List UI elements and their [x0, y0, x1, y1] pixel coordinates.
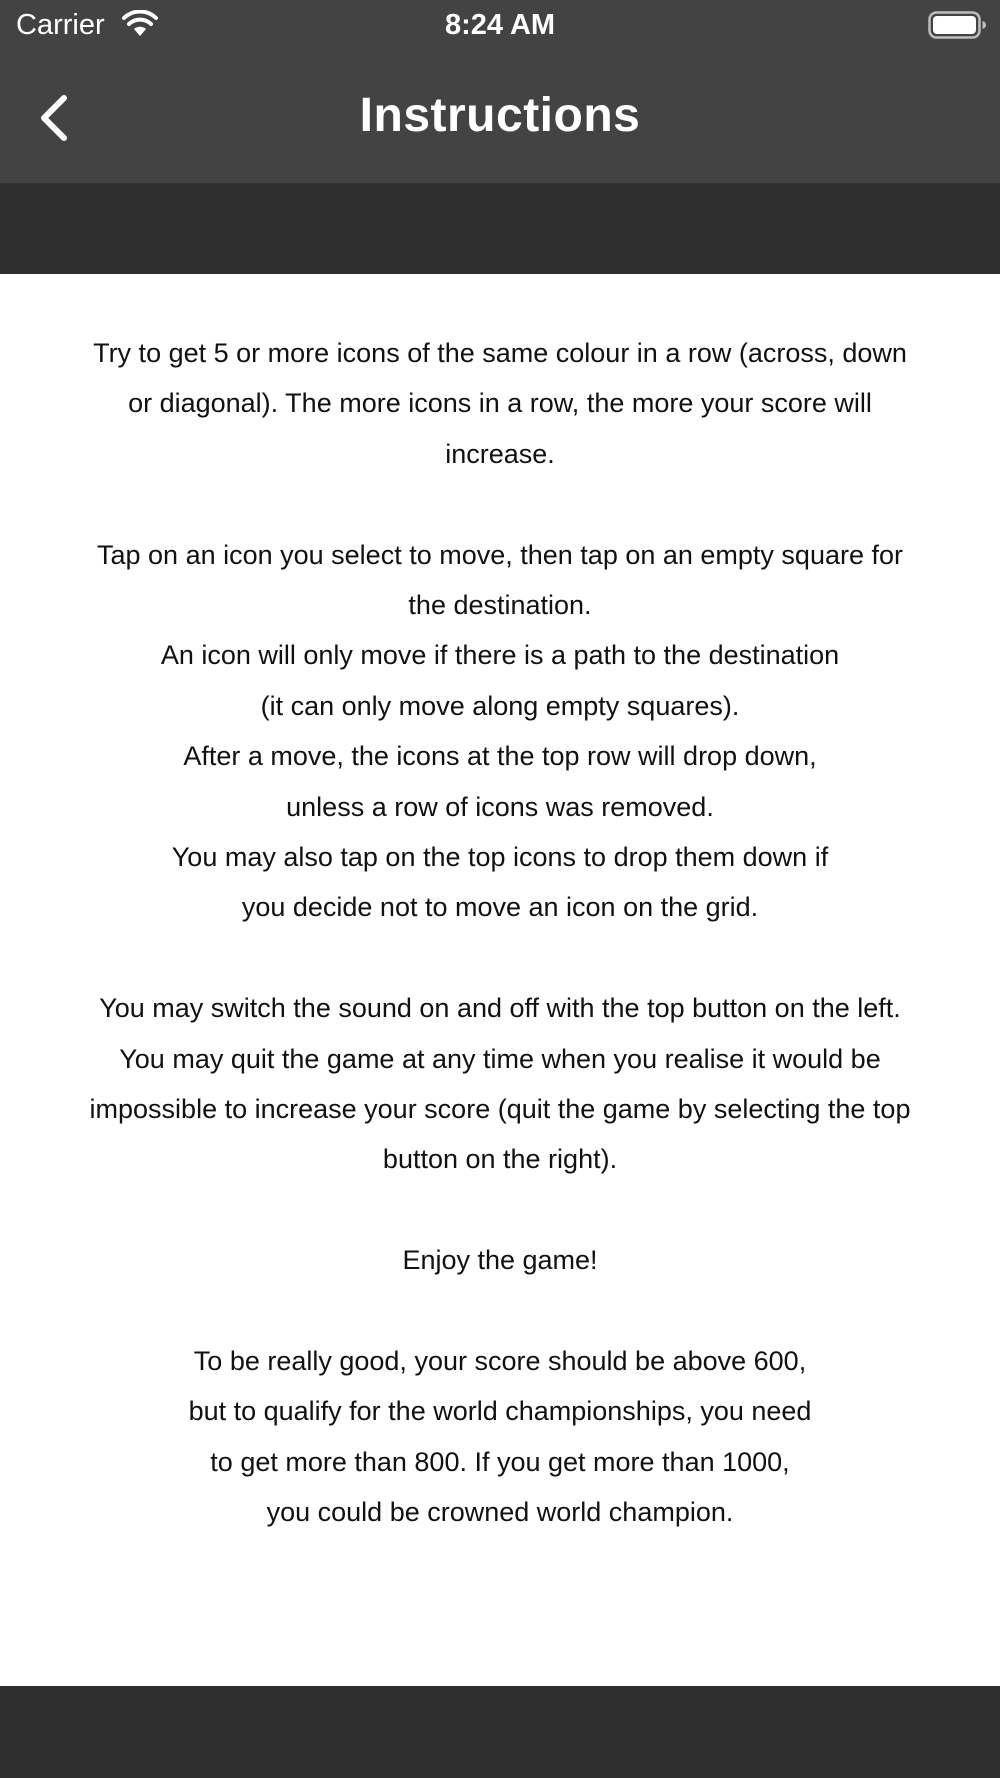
- instructions-paragraph: [30, 1336, 970, 1538]
- top-banner: [0, 183, 1000, 274]
- instruction-line: You may quit the game at any time when you realise it would be: [119, 1043, 881, 1074]
- instruction-line: increase.: [445, 438, 555, 469]
- instructions-paragraph: [30, 328, 970, 479]
- instruction-line: unless a row of icons was removed.: [286, 791, 714, 822]
- paragraph-gap: [30, 1286, 970, 1336]
- instruction-line: the destination.: [408, 590, 592, 621]
- carrier-label: Carrier: [16, 9, 105, 41]
- instruction-line: You may also tap on the top icons to drop them down if: [171, 842, 829, 873]
- instructions-text: [30, 328, 970, 1538]
- paragraph-gap: [30, 933, 970, 983]
- clock-time: 8:24 AM: [444, 9, 556, 41]
- instruction-line: but to qualify for the world championships, you need: [188, 1396, 812, 1427]
- page-title: Instructions: [359, 89, 641, 142]
- instructions-paragraph: [30, 983, 970, 1185]
- instruction-line: You may switch the sound on and off with the top button on the left.: [99, 993, 901, 1024]
- instruction-line: or diagonal). The more icons in a row, the more your score will: [128, 388, 872, 419]
- instruction-line: Enjoy the game!: [402, 1245, 598, 1276]
- instruction-line: An icon will only move if there is a path to the destination: [160, 640, 840, 671]
- instruction-line: you decide not to move an icon on the grid.: [241, 892, 759, 923]
- instruction-line: After a move, the icons at the top row will drop down,: [183, 741, 817, 772]
- instruction-line: button on the right).: [382, 1144, 618, 1175]
- instruction-line: Try to get 5 or more icons of the same colour in a row (across, down: [93, 338, 907, 368]
- instruction-line: to get more than 800. If you get more than 1000,: [210, 1446, 790, 1477]
- instructions-paragraph: [30, 1235, 970, 1285]
- instruction-line: impossible to increase your score (quit the game by selecting the top: [89, 1094, 911, 1125]
- instruction-line: Tap on an icon you select to move, then tap on an empty square for: [97, 539, 903, 570]
- paragraph-gap: [30, 479, 970, 529]
- instruction-line: (it can only move along empty squares).: [260, 690, 740, 721]
- navigation-bar: [0, 50, 1000, 183]
- instructions-paragraph: [30, 530, 970, 933]
- battery-icon: [928, 10, 988, 40]
- status-bar: [0, 0, 1000, 50]
- instruction-line: you could be crowned world champion.: [266, 1497, 734, 1528]
- instruction-line: To be really good, your score should be above 600,: [193, 1346, 807, 1377]
- paragraph-gap: [30, 1185, 970, 1235]
- instructions-content: [0, 274, 1000, 1686]
- bottom-banner: [0, 1686, 1000, 1778]
